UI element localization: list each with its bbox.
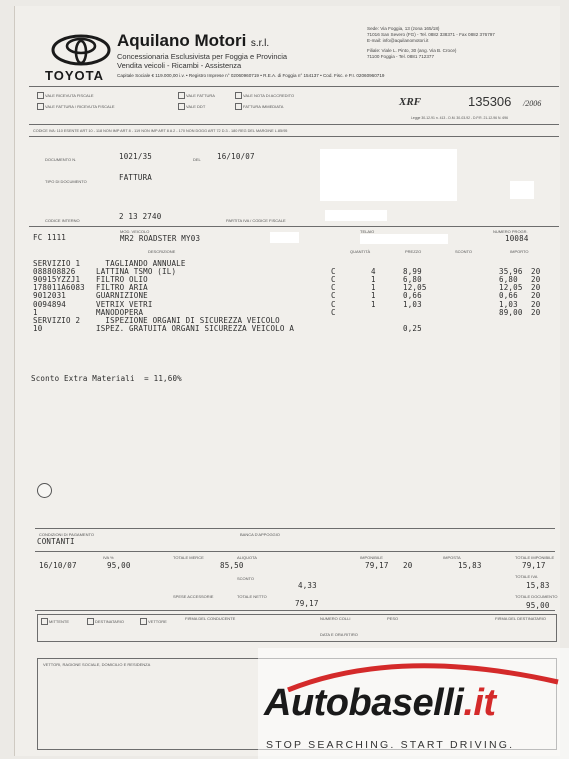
line-item-price: 12,05 bbox=[403, 283, 427, 293]
address-line: E-mail: info@aquilanomotori.it bbox=[367, 38, 429, 44]
iva-pct-label: IVA % bbox=[103, 555, 114, 560]
line-item-amount: 35,96 bbox=[499, 267, 523, 277]
pay-tot-merce: 85,50 bbox=[220, 561, 244, 570]
watermark-tagline: STOP SEARCHING. START DRIVING. bbox=[266, 739, 515, 751]
vehicle-model-label: MOD. VEICOLO bbox=[120, 229, 150, 234]
imponibile-label: IMPONIBILE bbox=[360, 555, 383, 560]
carrier-label: VETTORI, RAGIONE SOCIALE, DOMICILIO E RESIDENZA bbox=[43, 662, 151, 667]
pay-imposta: 15,83 bbox=[458, 561, 482, 570]
checkbox-label: VALE RICEVUTA FISCALE bbox=[45, 93, 94, 98]
vehicle-plate: FC 1111 bbox=[33, 233, 67, 242]
line-item-amount: 12,05 bbox=[499, 283, 523, 293]
bank-label: BANCA D'APPOGGIO bbox=[240, 532, 280, 537]
line-item-vat: 20 bbox=[531, 307, 541, 317]
tot-imponibile-label: TOTALE IMPONIBILE bbox=[515, 555, 555, 560]
address-line: Sede: Via Foggia, 13 (zona 165/18) bbox=[367, 26, 440, 31]
line-item-c: C bbox=[331, 275, 336, 285]
transport-option: MITTENTE bbox=[49, 619, 69, 624]
redacted-box bbox=[510, 181, 534, 199]
line-item-vat: 20 bbox=[531, 299, 541, 309]
company-line1: Concessionaria Esclusivista per Foggia e Provincia bbox=[117, 52, 288, 61]
aliquota-label: ALIQUOTA bbox=[237, 555, 257, 560]
discount-note: Sconto Extra Materiali = 11,60% bbox=[31, 374, 182, 383]
line-item-c: C bbox=[331, 291, 336, 301]
line-item-desc: FILTRO ARIA bbox=[96, 283, 148, 293]
legal-note: Legge 30-12-91 n. 413 - D.M. 30-03-92 - D.P.R. 21-12-96 N. 696 bbox=[411, 116, 509, 120]
line-item-desc: ISPEZIONE ORGANI DI SICUREZZA VEICOLO bbox=[96, 315, 280, 325]
internal-code-label: CODICE INTERNO bbox=[45, 218, 80, 223]
line-item-c: C bbox=[331, 283, 336, 293]
line-item-code: SERVIZIO 1 bbox=[33, 259, 81, 268]
imposta-label: IMPOSTA bbox=[443, 555, 461, 560]
line-item-qty: 1 bbox=[371, 291, 376, 301]
col-discount: SCONTO bbox=[455, 249, 473, 254]
address-line: Filiale: Viale L. Pinto, 30 (ang. Via B. Croce) bbox=[367, 47, 457, 53]
pay-iva-pct: 95,00 bbox=[107, 561, 131, 570]
transport-firm-label: FIRMA DEL CONDUCENTE bbox=[185, 616, 236, 621]
km-value: 10084 bbox=[505, 234, 529, 243]
doc-number-value: 1021/35 bbox=[119, 152, 153, 161]
pay-netto: 79,17 bbox=[295, 599, 319, 608]
company-legal: Capitale Sociale € 119.000,00 i.v. • Registro Imprese n° 02060960719 • R.E.A. di Foggia n° 154137 • Cod. Fisc. e P.I. 02060960719 bbox=[117, 73, 385, 78]
line-item-vat: 20 bbox=[531, 283, 541, 293]
line-item-code: 10 bbox=[33, 323, 43, 333]
redacted-customer bbox=[320, 149, 457, 201]
sign-label: FIRMA DEL DESTINATARIO bbox=[495, 616, 547, 621]
doc-date-value: 16/10/07 bbox=[217, 152, 255, 161]
line-item-amount: 1,03 bbox=[499, 299, 518, 309]
line-item-qty: 4 bbox=[371, 267, 376, 277]
line-item-code: 178011A6083 bbox=[33, 283, 85, 293]
vat-codes: CODICE IVA: 110 ESENTE ART 10 - 118 NON IMP ART 8 - 119 NON IMP ART 8 A 2 - 170 NON DOGG ART 72 D.3 - 180 REG DEL MARGINE L.85/95 bbox=[33, 129, 288, 133]
doc-type-value: FATTURA bbox=[119, 173, 153, 182]
doc-year: /2006 bbox=[523, 99, 542, 108]
internal-code-value: 2 13 2740 bbox=[119, 212, 162, 221]
col-price: PREZZO bbox=[405, 249, 422, 254]
line-item-c: C bbox=[331, 299, 336, 309]
transport-option: DESTINATARIO bbox=[95, 619, 124, 624]
line-item-desc: VETRIX VETRI bbox=[96, 299, 153, 309]
line-item-code: 90915YZZJ1 bbox=[33, 275, 81, 285]
line-item-desc: TAGLIANDO ANNUALE bbox=[96, 259, 186, 268]
pay-tot-iva: 15,83 bbox=[526, 581, 550, 590]
col-amount: IMPORTO bbox=[510, 249, 529, 254]
pay-iva-code: 20 bbox=[403, 561, 413, 570]
line-item-code: SERVIZIO 2 bbox=[33, 315, 81, 325]
transport-option: VETTORE bbox=[148, 619, 167, 624]
doc-type-label: TIPO DI DOCUMENTO bbox=[45, 179, 87, 184]
line-item-desc: LATTINA TSMO (IL) bbox=[96, 267, 177, 277]
punch-hole bbox=[37, 483, 52, 498]
line-item-code: 9012031 bbox=[33, 291, 67, 301]
redacted-vat bbox=[325, 210, 387, 221]
line-item-vat: 20 bbox=[531, 275, 541, 285]
line-item-price: 8,99 bbox=[403, 267, 422, 277]
line-item-vat: 20 bbox=[531, 291, 541, 301]
line-item-desc: ISPEZ. GRATUITA ORGANI SICUREZZA VEICOLO A bbox=[96, 323, 295, 333]
checkbox-label: FATTURA IMMEDIATA bbox=[243, 104, 284, 109]
sconto-label: SCONTO bbox=[237, 576, 255, 581]
line-item-desc: FILTRO OLIO bbox=[96, 275, 148, 285]
netto-label: TOTALE NETTO bbox=[237, 594, 267, 599]
line-item-desc: GUARNIZIONE bbox=[96, 291, 148, 301]
payment-cond: CONTANTI bbox=[37, 537, 75, 546]
line-item-qty: 1 bbox=[371, 299, 376, 309]
line-item-qty: 1 bbox=[371, 275, 376, 285]
tot-merce-label: TOTALE MERCE bbox=[173, 555, 204, 560]
peso-label: PESO bbox=[387, 616, 399, 621]
line-item-qty: 1 bbox=[371, 283, 376, 293]
company-name: Aquilano Motori bbox=[117, 31, 247, 50]
toyota-logo bbox=[45, 34, 115, 84]
checkbox-label: VALE DDT bbox=[186, 104, 206, 109]
pay-tot-doc: 95,00 bbox=[526, 601, 550, 610]
pay-date: 16/10/07 bbox=[39, 561, 77, 570]
doc-series: XRF bbox=[399, 96, 422, 108]
line-item-amount: 6,80 bbox=[499, 275, 518, 285]
address-line: 71100 Foggia - Tel. 0881 712377 bbox=[367, 53, 435, 59]
line-item-amount: 89,00 bbox=[499, 307, 523, 317]
tot-iva-label: TOTALE IVA bbox=[515, 574, 538, 579]
watermark-brand-tld: .it bbox=[463, 682, 496, 724]
line-item-price: 0,66 bbox=[403, 291, 422, 301]
line-item-code: 1 bbox=[33, 307, 38, 317]
address-line: 71016 San Severo (FG) - Tel. 0882 338371 - Fax 0882 376797 bbox=[367, 32, 495, 38]
line-item-c: C bbox=[331, 307, 336, 317]
tot-doc-label: TOTALE DOCUMENTO bbox=[515, 594, 558, 599]
redacted-telaio bbox=[270, 232, 299, 243]
line-item-code: 0094894 bbox=[33, 299, 67, 309]
line-item-desc: MANODOPERA bbox=[96, 307, 144, 317]
vat-number-label: PARTITA IVA / CODICE FISCALE bbox=[226, 218, 286, 223]
pay-totale: 79,17 bbox=[522, 561, 546, 570]
line-item-price: 6,80 bbox=[403, 275, 422, 285]
checkbox-label: VALE FATTURA / RICEVUTA FISCALE bbox=[45, 104, 115, 109]
invoice-paper bbox=[14, 6, 560, 756]
payment-cond-label: CONDIZIONI DI PAGAMENTO bbox=[39, 532, 94, 537]
redacted-chassis bbox=[360, 234, 448, 244]
col-qty: QUANTITÀ bbox=[350, 249, 371, 254]
doc-number: 135306 bbox=[468, 94, 512, 109]
company-suffix: s.r.l. bbox=[250, 38, 270, 49]
checkbox-label: VALE NOTA DI ACCREDITO bbox=[243, 93, 295, 98]
company-line2: Vendita veicoli - Ricambi - Assistenza bbox=[117, 61, 242, 70]
col-desc: DESCRIZIONE bbox=[148, 249, 176, 254]
pay-spese: 4,33 bbox=[298, 581, 317, 590]
line-item-amount: 0,66 bbox=[499, 291, 518, 301]
company-address bbox=[367, 26, 495, 60]
toyota-emblem-icon bbox=[51, 34, 111, 66]
date-time-label: DATA E ORA RITIRO bbox=[320, 632, 358, 637]
telaio-label: TELAIO bbox=[360, 229, 375, 234]
line-item-vat: 20 bbox=[531, 267, 541, 277]
autobaselli-watermark bbox=[258, 648, 569, 759]
brand-name: TOYOTA bbox=[45, 68, 104, 83]
line-item-price: 1,03 bbox=[403, 299, 422, 309]
watermark-brand-main: Autobaselli bbox=[264, 682, 464, 724]
doc-date-label: DEL bbox=[193, 157, 201, 162]
company-title bbox=[117, 31, 269, 51]
doc-number-label: DOCUMENTO N. bbox=[45, 157, 77, 162]
watermark-brand bbox=[264, 684, 496, 722]
spese-label: SPESE ACCESSORIE bbox=[173, 594, 214, 599]
checkbox-label: VALE FATTURA bbox=[186, 93, 215, 98]
line-item-price: 0,25 bbox=[403, 323, 422, 333]
line-item-c: C bbox=[331, 267, 336, 277]
colli-label: NUMERO COLLI bbox=[320, 616, 351, 621]
km-label: NUMERO PROGR. bbox=[493, 229, 528, 234]
vehicle-model: MR2 ROADSTER MY03 bbox=[120, 234, 201, 243]
pay-imponibile: 79,17 bbox=[365, 561, 389, 570]
line-item-code: 088808826 bbox=[33, 267, 76, 277]
